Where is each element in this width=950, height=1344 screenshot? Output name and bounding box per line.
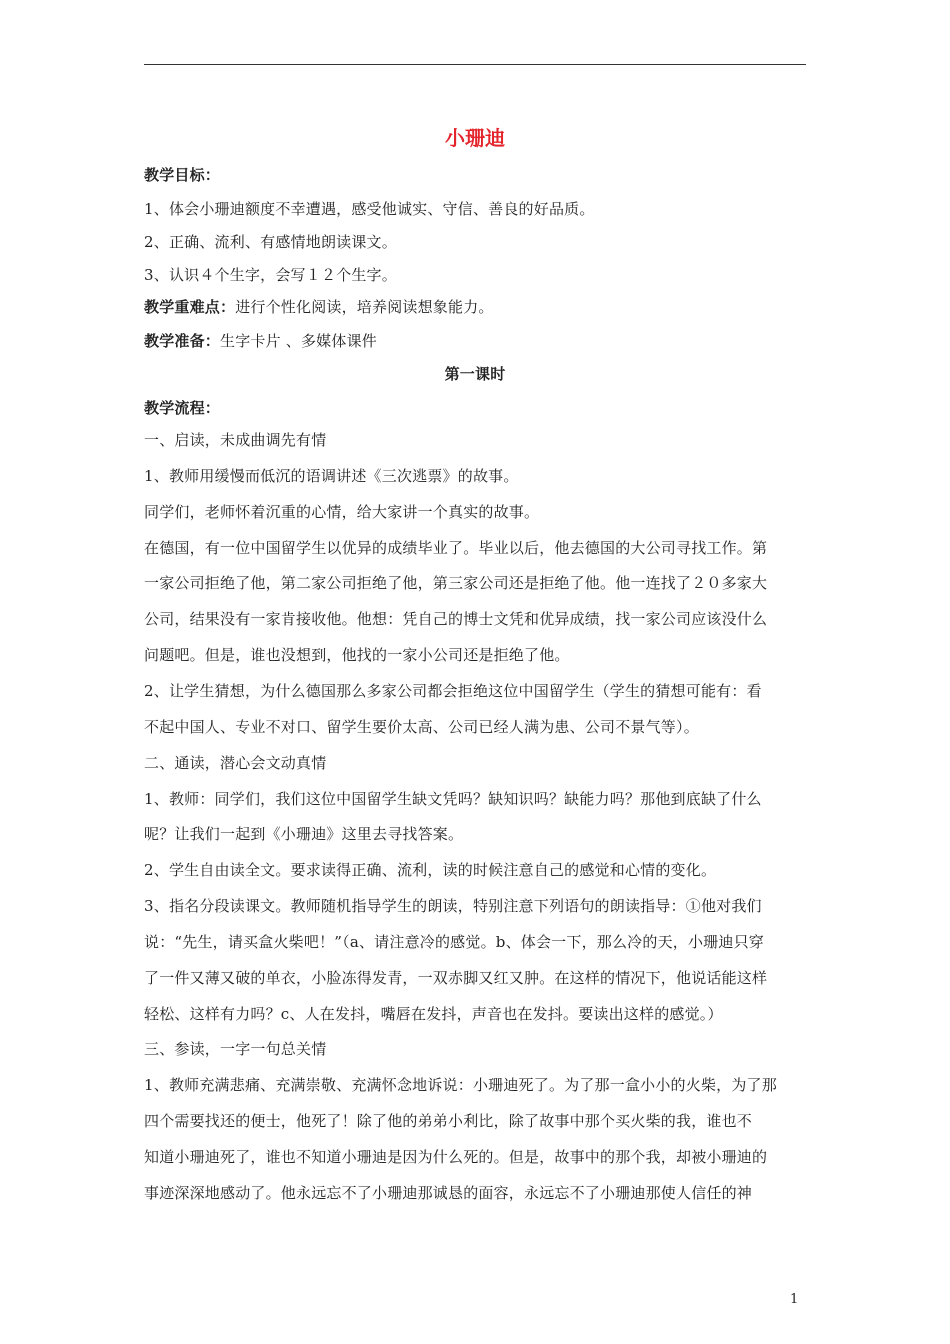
body-line: 1、教师充满悲痛、充满崇敬、充满怀念地诉说：小珊迪死了。为了那一盒小小的火柴，为了那 — [144, 1076, 777, 1094]
body-line: 了一件又薄又破的单衣，小脸冻得发青，一双赤脚又红又肿。在这样的情况下，他说话能这样 — [144, 969, 768, 987]
body-line: 事迹深深地感动了。他永远忘不了小珊迪那诚恳的面容，永远忘不了小珊迪那使人信任的神 — [144, 1184, 753, 1202]
body-line: 一家公司拒绝了他，第二家公司拒绝了他，第三家公司还是拒绝了他。他一连找了２０多家大 — [144, 574, 768, 592]
body-line: 同学们，老师怀着沉重的心情，给大家讲一个真实的故事。 — [144, 503, 540, 521]
page-number: 1 — [790, 1292, 799, 1307]
preparation — [144, 331, 806, 351]
preparation-text: 生字卡片 、多媒体课件 — [220, 332, 377, 350]
body-line: 2、让学生猜想，为什么德国那么多家公司都会拒绝这位中国留学生（学生的猜想可能有：看 — [144, 682, 762, 700]
body-line: 1、教师用缓慢而低沉的语调讲述《三次逃票》的故事。 — [144, 467, 519, 485]
objective-item: 1、体会小珊迪额度不幸遭遇，感受他诚实、守信、善良的好品质。 — [144, 200, 595, 218]
body-line: 说：“先生，请买盒火柴吧！”（a、请注意冷的感觉。b、体会一下，那么冷的天，小珊迪只穿 — [144, 933, 764, 951]
body-line: 呢？让我们一起到《小珊迪》这里去寻找答案。 — [144, 825, 464, 843]
body-line: 三、参读，一字一句总关情 — [144, 1040, 327, 1058]
body-line: 二、通读，潜心会文动真情 — [144, 754, 327, 772]
header-rule — [144, 64, 806, 65]
body-line: 一、启读，未成曲调先有情 — [144, 431, 327, 449]
objectives-heading — [144, 165, 806, 185]
lesson-title: 第一课时 — [444, 365, 506, 383]
process-label: 教学流程： — [144, 399, 221, 417]
preparation-label: 教学准备： — [144, 332, 221, 350]
body-line: 2、学生自由读全文。要求读得正确、流利，读的时候注意自己的感觉和心情的变化。 — [144, 861, 717, 879]
body-line: 公司，结果没有一家肯接收他。他想：凭自己的博士文凭和优异成绩，找一家公司应该没什么 — [144, 610, 768, 628]
objective-item: 3、认识４个生字，会写１２个生字。 — [144, 266, 397, 284]
body-line: 在德国，有一位中国留学生以优异的成绩毕业了。毕业以后，他去德国的大公司寻找工作。第 — [144, 539, 768, 557]
key-points — [144, 297, 806, 317]
objective-item: 2、正确、流利、有感情地朗读课文。 — [144, 233, 397, 251]
body-line: 四个需要找还的便士，他死了！除了他的弟弟小利比，除了故事中那个买火柴的我，谁也不 — [144, 1112, 753, 1130]
document-title: 小珊迪 — [445, 126, 505, 150]
body-line: 轻松、这样有力吗？c、人在发抖，嘴唇在发抖，声音也在发抖。要读出这样的感觉。） — [144, 1005, 723, 1023]
body-line: 不起中国人、专业不对口、留学生要价太高、公司已经人满为患、公司不景气等）。 — [144, 718, 699, 736]
body-line: 问题吧。但是，谁也没想到，他找的一家小公司还是拒绝了他。 — [144, 646, 570, 664]
objectives-label: 教学目标： — [144, 166, 221, 184]
key-points-text: 进行个性化阅读，培养阅读想象能力。 — [235, 298, 494, 316]
body-line: 3、指名分段读课文。教师随机指导学生的朗读，特别注意下列语句的朗读指导：①他对我们 — [144, 897, 762, 915]
body-line: 1、教师：同学们，我们这位中国留学生缺文凭吗？缺知识吗？缺能力吗？那他到底缺了什么 — [144, 790, 762, 808]
key-points-label: 教学重难点： — [144, 298, 236, 316]
body-line: 知道小珊迪死了，谁也不知道小珊迪是因为什么死的。但是，故事中的那个我，却被小珊迪的 — [144, 1148, 768, 1166]
